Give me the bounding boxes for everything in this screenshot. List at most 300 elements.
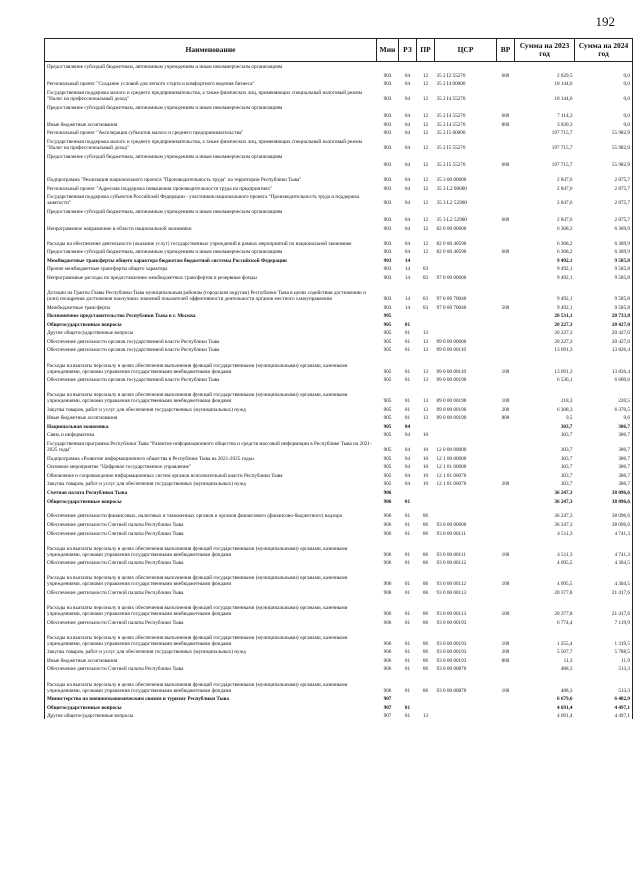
cell-pr: 12 [422, 81, 429, 88]
cell-min: 906 [383, 649, 392, 656]
cell-rz: 04 [404, 72, 411, 79]
table-row [45, 528, 633, 537]
cell-rz: 01 [404, 406, 411, 413]
table-row [45, 102, 633, 111]
cell-rz: 14 [404, 257, 411, 264]
cell-pr: 06 [422, 521, 429, 528]
cell-min: 903 [383, 95, 392, 102]
cell-name: Расходы на выплаты персоналу в целях обеспечения выполнения функций государственными (муниципальными) органами, казенными учреждениями, органами управления государственными внебюджетными фондами [47, 681, 348, 694]
cell-vr [497, 206, 515, 215]
cell-sum-2023: 20 531,1 [554, 313, 573, 320]
cell-sum-2024: 0,0 [623, 81, 630, 88]
cell-pr [417, 151, 435, 160]
cell-pr: 03 [422, 266, 429, 273]
cell-name: Полномочное представительство Республики Тыва в г. Москва [47, 313, 196, 320]
table-row [45, 136, 633, 151]
cell-csr: 35 2 I4 00000 [436, 81, 466, 88]
cell-sum-2024: 4 497,1 [614, 704, 630, 711]
cell-sum-2023: 197 715,7 [551, 145, 573, 152]
cell-sum-2024: 513,3 [618, 687, 630, 694]
cell-rz: 01 [404, 530, 411, 537]
cell-sum-2023: 6 308,3 [556, 406, 573, 413]
cell-pr: 12 [422, 249, 429, 256]
cell-sum-2024: 13 826,4 [611, 368, 630, 375]
table-row [45, 537, 633, 558]
cell-min: 906 [383, 498, 392, 505]
cell-min: 903 [383, 72, 392, 79]
cell-sum-2023: 9 492,1 [556, 304, 573, 311]
cell-sum-2023: 488,3 [560, 666, 573, 673]
cell-min: 903 [383, 176, 392, 183]
cell-sum-2024: 306,7 [618, 472, 630, 479]
table-row [45, 215, 633, 224]
cell-sum-2024: 38 096,6 [611, 490, 630, 497]
cell-pr [417, 702, 435, 711]
cell-min: 903 [383, 257, 392, 264]
cell-sum-2023: 6 308,2 [556, 240, 573, 247]
cell-sum-2024: 2 875,7 [614, 217, 630, 224]
cell-rz: 04 [404, 217, 411, 224]
cell-rz: 04 [404, 113, 411, 120]
cell-csr: 93 0 00 00111 [436, 530, 466, 537]
cell-sum-2024: 306,7 [618, 447, 630, 454]
cell-csr: 12 1 01 00070 [436, 472, 467, 479]
cell-sum-2023: 218,3 [560, 398, 573, 405]
cell-pr: 06 [422, 649, 429, 656]
cell-rz: 01 [404, 377, 411, 384]
cell-pr [417, 496, 435, 505]
cell-csr: 89 0 00 00190 [436, 406, 467, 413]
cell-name: Предоставление субсидий бюджетным, автономным учреждениям и иным некоммерческим организациям [47, 64, 283, 71]
cell-pr: 06 [422, 666, 429, 673]
cell-name: Общегосударственные вопросы [47, 704, 122, 711]
cell-csr: 12 1 01 00000 [436, 464, 467, 471]
cell-rz: 04 [404, 455, 411, 462]
cell-rz: 04 [404, 225, 411, 232]
cell-sum-2023 [515, 62, 575, 71]
table-row [45, 470, 633, 479]
cell-min: 905 [383, 368, 392, 375]
cell-sum-2024: 9,6 [623, 415, 630, 422]
cell-name: Закупка товаров, работ и услуг для обеспечения государственных (муниципальных) нужд [47, 406, 246, 413]
cell-name: Министерство по внешнеэкономическим связям и туризму Республики Тыва [47, 696, 230, 703]
cell-vr [497, 328, 515, 337]
cell-sum-2023: 2 847,6 [556, 200, 573, 207]
cell-min: 905 [383, 406, 392, 413]
table-row [45, 272, 633, 281]
cell-sum-2024: 9 585,8 [614, 257, 630, 264]
header-min: Мин [377, 39, 399, 62]
cell-name: Межбюджетные трансферты [47, 304, 111, 311]
cell-vr [497, 558, 515, 567]
cell-rz: 04 [404, 130, 411, 137]
cell-pr [417, 421, 435, 430]
cell-min [377, 102, 399, 111]
cell-name: Подпрограмма "Реализация национального проекта "Производительность труда" на территории Республики Тыва" [47, 176, 302, 183]
cell-sum-2023: 10 144,6 [554, 95, 573, 102]
cell-min: 906 [383, 560, 392, 567]
cell-name: Общегосударственные вопросы [47, 498, 122, 505]
cell-csr: 93 0 00 00193 [436, 640, 467, 647]
cell-name: Государственная поддержка субъектов Российской Федерации - участников национального проекта "Производительность труда и поддержка занятости" [47, 194, 360, 207]
cell-pr [417, 487, 435, 496]
cell-sum-2024: 38 096,6 [611, 513, 630, 520]
cell-rz [399, 311, 417, 320]
cell-csr: 35 2 I2 55270 [436, 72, 466, 79]
cell-pr: 13 [422, 330, 429, 337]
table-row [45, 247, 633, 256]
cell-sum-2023: 5 507,7 [556, 649, 573, 656]
cell-rz: 14 [404, 266, 411, 273]
cell-pr [417, 102, 435, 111]
cell-pr: 03 [422, 275, 429, 282]
cell-rz: 04 [404, 240, 411, 247]
cell-pr [417, 255, 435, 264]
table-row [45, 505, 633, 520]
cell-sum-2023: 20 227,3 [554, 330, 573, 337]
cell-csr: 35 2 I5 55270 [436, 162, 466, 169]
table-row [45, 70, 633, 79]
cell-csr: 35 2 I4 55270 [436, 121, 466, 128]
cell-name: Обеспечение деятельности органов государственной власти Республики Тыва [47, 338, 220, 345]
cell-vr [497, 336, 515, 345]
cell-rz: 01 [404, 347, 411, 354]
cell-csr: 93 0 00 00193 [436, 619, 467, 626]
cell-sum-2024: 4 741,3 [614, 551, 630, 558]
cell-rz: 04 [404, 81, 411, 88]
cell-rz: 01 [404, 589, 411, 596]
cell-sum-2023: 9,5 [566, 415, 573, 422]
cell-pr: 06 [422, 619, 429, 626]
cell-vr: 200 [501, 481, 510, 488]
cell-name: Региональный проект "Адресная поддержка повышения производительности труда на предприятиях" [47, 185, 273, 192]
cell-name: Предоставление субсидий бюджетным, автономным учреждениям и иным некоммерческим организациям [47, 249, 283, 256]
cell-csr: 35 3 L2 52960 [436, 217, 467, 224]
cell-min: 903 [383, 217, 392, 224]
cell-sum-2023: 20 377,8 [554, 589, 573, 596]
cell-csr [435, 319, 497, 328]
cell-min: 903 [383, 145, 392, 152]
cell-rz [399, 487, 417, 496]
cell-sum-2024: 7 119,9 [614, 619, 630, 626]
cell-name: Расходы на выплаты персоналу в целях обеспечения выполнения функций государственными (муниципальными) органами, казенными учреждениями, органами управления государственными внебюджетными фондами [47, 605, 348, 618]
cell-rz: 01 [404, 330, 411, 337]
cell-rz: 01 [404, 368, 411, 375]
cell-vr [497, 319, 515, 328]
table-row [45, 128, 633, 137]
cell-vr [497, 168, 515, 183]
cell-vr [497, 87, 515, 102]
cell-sum-2024: 4 304,5 [614, 581, 630, 588]
cell-vr [497, 487, 515, 496]
cell-rz: 04 [404, 249, 411, 256]
cell-rz: 04 [404, 447, 411, 454]
cell-vr [497, 345, 515, 354]
cell-sum-2024: 306,7 [618, 455, 630, 462]
cell-sum-2023: 488,3 [560, 687, 573, 694]
cell-csr: 89 0 00 00190 [436, 377, 467, 384]
cell-min: 905 [383, 321, 392, 328]
cell-vr: 600 [501, 162, 510, 169]
cell-rz: 14 [404, 296, 411, 303]
table-row [45, 383, 633, 404]
cell-sum-2023: 20 377,8 [554, 611, 573, 618]
cell-min: 906 [383, 521, 392, 528]
cell-csr [435, 487, 497, 496]
cell-sum-2023: 303,7 [560, 472, 573, 479]
cell-sum-2024: 55 982,9 [611, 130, 630, 137]
table-row [45, 487, 633, 496]
cell-name: Подпрограмма «Развитие информационного общества в Республике Тыва на 2021-2025 годы» [47, 455, 255, 462]
cell-min: 906 [383, 530, 392, 537]
table-row [45, 519, 633, 528]
cell-name: Расходы на выплаты персоналу в целях обеспечения выполнения функций государственными (муниципальными) органами, казенными учреждениями, органами управления государственными внебюджетными фондами [47, 575, 348, 588]
table-row [45, 255, 633, 264]
cell-sum-2023: 6 536,1 [556, 377, 573, 384]
cell-vr [497, 438, 515, 453]
cell-vr: 100 [501, 687, 510, 694]
table-row [45, 596, 633, 617]
cell-rz: 01 [404, 687, 411, 694]
table-row [45, 413, 633, 422]
table-row [45, 558, 633, 567]
cell-sum-2024: 6 402,9 [614, 696, 630, 703]
cell-sum-2024: 6 369,9 [614, 249, 630, 256]
cell-min: 906 [383, 551, 392, 558]
table-row [45, 345, 633, 354]
cell-rz: 01 [404, 498, 411, 505]
table-row [45, 617, 633, 626]
cell-min: 903 [383, 162, 392, 169]
cell-csr [435, 206, 497, 215]
cell-rz [399, 151, 417, 160]
cell-vr [497, 528, 515, 537]
cell-csr [435, 151, 497, 160]
cell-sum-2023: 6 308,2 [556, 249, 573, 256]
cell-vr: 100 [501, 581, 510, 588]
cell-min: 903 [383, 121, 392, 128]
cell-sum-2024 [575, 102, 633, 111]
cell-pr: 12 [422, 225, 429, 232]
cell-pr: 12 [422, 162, 429, 169]
cell-vr [497, 664, 515, 673]
cell-vr [497, 505, 515, 520]
cell-name: Обновление и сопровождение информационных систем органов исполнительной власти Республики Тыва [47, 472, 283, 479]
table-row [45, 264, 633, 273]
cell-vr [497, 587, 515, 596]
cell-pr [417, 62, 435, 71]
cell-sum-2023: 6 679,6 [556, 696, 573, 703]
cell-vr [497, 702, 515, 711]
cell-csr: 93 0 00 00000 [436, 521, 467, 528]
cell-name: Предоставление субсидий бюджетным, автономным учреждениям и иным некоммерческим организациям [47, 208, 283, 215]
cell-csr [435, 311, 497, 320]
cell-name: Обеспечение деятельности Счетной палаты Республики Тыва [47, 619, 184, 626]
cell-sum-2023: 303,7 [560, 481, 573, 488]
cell-sum-2024: 20 427,0 [611, 321, 630, 328]
cell-pr: 06 [422, 530, 429, 537]
cell-csr: 35 2 I4 55270 [436, 113, 466, 120]
cell-name: Обеспечение деятельности Счетной палаты Республики Тыва [47, 666, 184, 673]
cell-name: Расходы на выплаты персоналу в целях обеспечения выполнения функций государственными (муниципальными) органами, казенными учреждениями, органами управления государственными внебюджетными фондами [47, 545, 348, 558]
cell-vr [497, 264, 515, 273]
cell-sum-2023: 13 691,3 [554, 347, 573, 354]
cell-csr: 35 2 I4 55270 [436, 95, 466, 102]
cell-csr: 93 0 00 00113 [436, 589, 467, 596]
cell-csr: 93 0 00 00113 [436, 611, 467, 618]
cell-min: 903 [383, 266, 392, 273]
cell-csr [435, 102, 497, 111]
budget-table [44, 38, 633, 719]
cell-csr: 89 0 00 00190 [436, 415, 467, 422]
cell-min [377, 151, 399, 160]
cell-sum-2024: 6 370,5 [614, 406, 630, 413]
header-rz: РЗ [399, 39, 417, 62]
cell-pr: 12 [422, 113, 429, 120]
cell-sum-2023: 2 629,5 [556, 72, 573, 79]
table-row [45, 223, 633, 232]
cell-sum-2024: 6 600,6 [614, 377, 630, 384]
table-row [45, 336, 633, 345]
cell-min: 906 [383, 581, 392, 588]
cell-sum-2023: 11,3 [563, 657, 573, 664]
cell-sum-2024: 306,7 [618, 481, 630, 488]
cell-sum-2023: 303,7 [560, 432, 573, 439]
cell-vr [497, 232, 515, 247]
cell-pr: 03 [422, 304, 429, 311]
cell-csr: 89 0 00 00190 [436, 398, 467, 405]
cell-sum-2024: 20 733,8 [611, 313, 630, 320]
cell-sum-2024: 9 585,8 [614, 275, 630, 282]
cell-name: Межбюджетные трансферты общего характера бюджетам бюджетной системы Российской Федерации [47, 257, 287, 264]
cell-pr: 10 [422, 481, 429, 488]
cell-rz [399, 694, 417, 703]
cell-vr [497, 711, 515, 720]
cell-csr: 97 0 00 70040 [436, 296, 467, 303]
cell-pr [417, 319, 435, 328]
cell-pr: 12 [422, 95, 429, 102]
cell-csr: 93 0 00 00870 [436, 666, 467, 673]
cell-csr: 82 0 00 00000 [436, 225, 467, 232]
cell-csr [435, 328, 497, 337]
cell-sum-2024: 0,0 [623, 95, 630, 102]
cell-vr: 600 [501, 249, 510, 256]
cell-min: 903 [383, 225, 392, 232]
cell-pr: 06 [422, 551, 429, 558]
cell-name: Иные бюджетные ассигнования [47, 657, 118, 664]
cell-min: 905 [383, 313, 392, 320]
cell-vr: 800 [501, 121, 510, 128]
cell-csr [435, 421, 497, 430]
cell-sum-2023: 4 095,5 [556, 581, 573, 588]
cell-sum-2024: 21 417,6 [611, 611, 630, 618]
cell-vr [497, 128, 515, 137]
cell-name: Расходы на выплаты персоналу в целях обеспечения выполнения функций государственными (муниципальными) органами, казенными учреждениями, органами управления государственными внебюджетными фондами [47, 392, 348, 405]
cell-sum-2023: 9 492,1 [556, 257, 573, 264]
cell-rz: 01 [404, 619, 411, 626]
table-row [45, 694, 633, 703]
cell-sum-2024: 4 304,5 [614, 560, 630, 567]
cell-pr: 13 [422, 338, 429, 345]
cell-sum-2024: 11,9 [621, 657, 630, 664]
cell-sum-2023: 36 247,3 [554, 521, 573, 528]
cell-sum-2023: 4 691,4 [556, 704, 573, 711]
cell-name: Расходы на выплаты персоналу в целях обеспечения выполнения функций государственными (муниципальными) органами, казенными учреждениями, органами управления государственными внебюджетными фондами [47, 362, 348, 375]
table-row [45, 672, 633, 693]
cell-name: Государственная программа Республики Тыва "Развитие информационного общества и средств массовой информации в Республике Тыва на 2021-2025 годы" [47, 441, 372, 454]
cell-sum-2024 [575, 206, 633, 215]
cell-sum-2023 [515, 102, 575, 111]
cell-name: Расходы на обеспечение деятельности (оказание услуг) государственных учреждений в рамках мероприятий по национальной экономике [47, 240, 352, 247]
cell-pr: 13 [422, 368, 429, 375]
cell-vr [497, 223, 515, 232]
cell-vr: 100 [501, 368, 510, 375]
cell-min: 906 [383, 640, 392, 647]
cell-rz: 04 [404, 432, 411, 439]
cell-vr [497, 102, 515, 111]
cell-sum-2024: 20 427,0 [611, 338, 630, 345]
cell-sum-2023: 20 227,3 [554, 338, 573, 345]
table-row [45, 404, 633, 413]
cell-sum-2024: 6 369,9 [614, 225, 630, 232]
cell-pr: 12 [422, 217, 429, 224]
cell-sum-2023: 36 247,3 [554, 498, 573, 505]
table-row [45, 151, 633, 160]
cell-sum-2024 [575, 62, 633, 71]
cell-csr: 93 0 00 00112 [436, 560, 467, 567]
cell-sum-2023: 20 227,3 [554, 321, 573, 328]
cell-vr: 500 [501, 304, 510, 311]
cell-vr [497, 311, 515, 320]
table-row [45, 626, 633, 647]
cell-sum-2024: 306,7 [618, 464, 630, 471]
cell-sum-2023: 303,7 [560, 464, 573, 471]
cell-vr [497, 421, 515, 430]
cell-min: 903 [383, 185, 392, 192]
cell-rz: 04 [404, 423, 411, 430]
cell-sum-2023: 4 511,3 [557, 551, 573, 558]
cell-min [377, 62, 399, 71]
table-row [45, 192, 633, 207]
cell-csr: 93 0 00 00112 [436, 581, 467, 588]
cell-sum-2024: 9 585,8 [614, 266, 630, 273]
cell-pr: 10 [422, 472, 429, 479]
table-row [45, 119, 633, 128]
cell-sum-2023: 9 492,1 [556, 275, 573, 282]
cell-pr: 06 [422, 589, 429, 596]
cell-vr: 100 [501, 611, 510, 618]
cell-sum-2023: 13 691,3 [554, 368, 573, 375]
cell-vr [497, 192, 515, 207]
cell-sum-2024: 21 417,6 [611, 589, 630, 596]
table-row [45, 438, 633, 453]
cell-name: Счетная палата Республики Тыва [47, 490, 128, 497]
cell-min: 903 [383, 240, 392, 247]
cell-csr [435, 711, 497, 720]
cell-min: 903 [383, 249, 392, 256]
cell-pr: 06 [422, 687, 429, 694]
cell-pr: 12 [422, 200, 429, 207]
cell-sum-2024 [575, 151, 633, 160]
cell-min: 903 [383, 296, 392, 303]
cell-name: Иные бюджетные ассигнования [47, 415, 118, 422]
table-row [45, 62, 633, 71]
cell-rz: 01 [404, 513, 411, 520]
table-row [45, 702, 633, 711]
cell-min: 903 [383, 130, 392, 137]
cell-min: 907 [383, 696, 392, 703]
cell-name: Иные бюджетные ассигнования [47, 121, 118, 128]
